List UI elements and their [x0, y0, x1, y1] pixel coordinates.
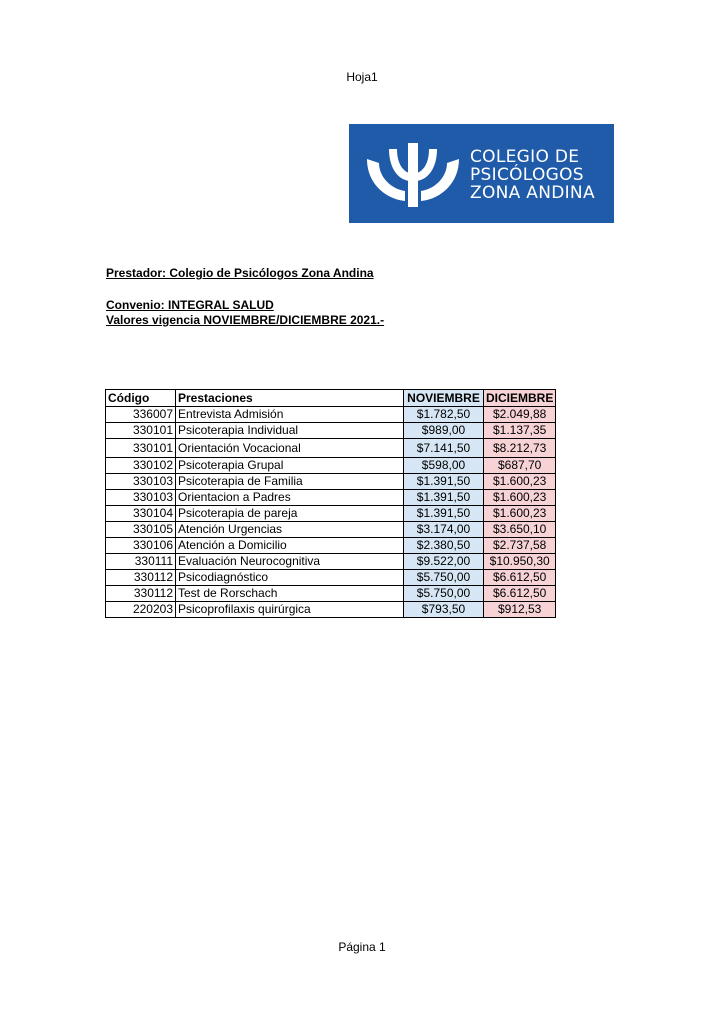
cell-noviembre: $598,00: [404, 458, 484, 474]
cell-noviembre: $5.750,00: [404, 570, 484, 586]
cell-diciembre: $3.650,10: [484, 522, 556, 538]
cell-prestacion: Atención a Domicilio: [176, 538, 404, 554]
cell-codigo: 330102: [106, 458, 176, 474]
cell-codigo: 330112: [106, 570, 176, 586]
cell-prestacion: Psicodiagnóstico: [176, 570, 404, 586]
cell-noviembre: $7.141,50: [404, 439, 484, 458]
header-diciembre: DICIEMBRE: [484, 390, 556, 407]
cell-prestacion: Atención Urgencias: [176, 522, 404, 538]
header-codigo: Código: [106, 390, 176, 407]
vigencia-line: Valores vigencia NOVIEMBRE/DICIEMBRE 2021.-: [106, 313, 385, 327]
cell-codigo: 330103: [106, 474, 176, 490]
cell-noviembre: $9.522,00: [404, 554, 484, 570]
cell-codigo: 330103: [106, 490, 176, 506]
cell-codigo: 330112: [106, 586, 176, 602]
table-row: [106, 423, 556, 439]
table-row: [106, 506, 556, 522]
table-row: [106, 570, 556, 586]
cell-noviembre: $3.174,00: [404, 522, 484, 538]
cell-diciembre: $2.049,88: [484, 407, 556, 423]
cell-prestacion: Psicoterapia Grupal: [176, 458, 404, 474]
table-header-row: [106, 390, 556, 407]
cell-prestacion: Psicoterapia Individual: [176, 423, 404, 439]
cell-diciembre: $8.212,73: [484, 439, 556, 458]
table-row: [106, 458, 556, 474]
cell-diciembre: $1.600,23: [484, 490, 556, 506]
cell-diciembre: $6.612,50: [484, 586, 556, 602]
cell-prestacion: Psicoterapia de pareja: [176, 506, 404, 522]
logo-emblem-icon: [359, 139, 467, 209]
cell-diciembre: $1.600,23: [484, 506, 556, 522]
prestador-line: Prestador: Colegio de Psicólogos Zona Andina: [106, 266, 374, 280]
table-row: [106, 586, 556, 602]
cell-noviembre: $1.782,50: [404, 407, 484, 423]
cell-codigo: 336007: [106, 407, 176, 423]
logo-line-2: PSICÓLOGOS: [470, 165, 584, 185]
logo: [349, 124, 614, 223]
cell-codigo: 220203: [106, 602, 176, 618]
cell-codigo: 330106: [106, 538, 176, 554]
table-row: [106, 538, 556, 554]
table-row: [106, 554, 556, 570]
cell-noviembre: $1.391,50: [404, 490, 484, 506]
cell-codigo: 330101: [106, 439, 176, 458]
cell-diciembre: $6.612,50: [484, 570, 556, 586]
table-row: [106, 522, 556, 538]
cell-noviembre: $2.380,50: [404, 538, 484, 554]
cell-prestacion: Psicoterapia de Familia: [176, 474, 404, 490]
cell-noviembre: $1.391,50: [404, 506, 484, 522]
cell-codigo: 330104: [106, 506, 176, 522]
table-row: [106, 490, 556, 506]
table-row: [106, 439, 556, 458]
cell-codigo: 330105: [106, 522, 176, 538]
cell-diciembre: $1.137,35: [484, 423, 556, 439]
cell-noviembre: $1.391,50: [404, 474, 484, 490]
table-row: [106, 602, 556, 618]
page-footer: Página 1: [338, 940, 386, 954]
cell-noviembre: $5.750,00: [404, 586, 484, 602]
cell-prestacion: Orientación Vocacional: [176, 439, 404, 458]
table-row: [106, 407, 556, 423]
convenio-line: Convenio: INTEGRAL SALUD: [106, 298, 274, 312]
cell-diciembre: $10.950,30: [484, 554, 556, 570]
cell-prestacion: Test de Rorschach: [176, 586, 404, 602]
header-noviembre: NOVIEMBRE: [404, 390, 484, 407]
logo-line-1: COLEGIO DE: [470, 147, 580, 167]
rates-table: [105, 389, 556, 618]
cell-diciembre: $2.737,58: [484, 538, 556, 554]
cell-prestacion: Entrevista Admisión: [176, 407, 404, 423]
cell-prestacion: Psicoprofilaxis quirúrgica: [176, 602, 404, 618]
cell-diciembre: $912,53: [484, 602, 556, 618]
cell-prestacion: Orientacion a Padres: [176, 490, 404, 506]
table-row: [106, 474, 556, 490]
logo-line-3: ZONA ANDINA: [470, 183, 595, 203]
cell-codigo: 330111: [106, 554, 176, 570]
cell-noviembre: $793,50: [404, 602, 484, 618]
cell-diciembre: $687,70: [484, 458, 556, 474]
cell-noviembre: $989,00: [404, 423, 484, 439]
sheet-title: Hoja1: [346, 70, 378, 84]
cell-codigo: 330101: [106, 423, 176, 439]
cell-prestacion: Evaluación Neurocognitiva: [176, 554, 404, 570]
header-prestaciones: Prestaciones: [176, 390, 404, 407]
cell-diciembre: $1.600,23: [484, 474, 556, 490]
